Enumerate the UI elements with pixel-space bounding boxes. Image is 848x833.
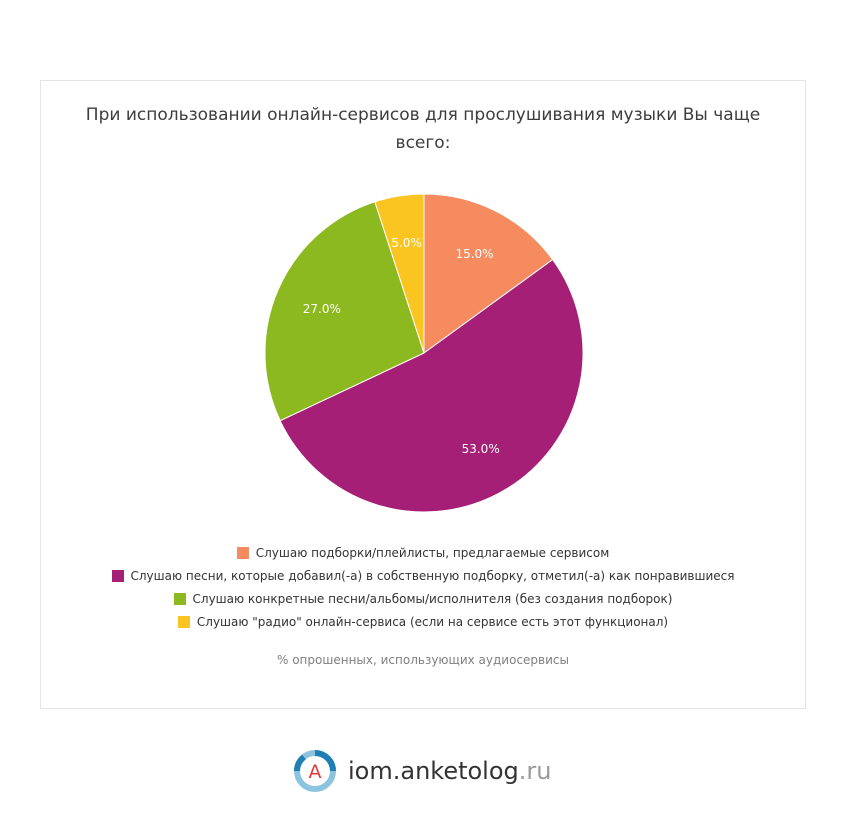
legend-swatch (178, 616, 190, 628)
chart-card (40, 80, 806, 709)
legend-swatch (174, 593, 186, 605)
brand-footer[interactable] (292, 748, 551, 794)
legend-swatch (237, 547, 249, 559)
logo-letter: А (308, 761, 322, 783)
slice-label: 27.0% (302, 301, 341, 316)
legend-label: Слушаю конкретные песни/альбомы/исполнителя (без создания подборок) (192, 591, 673, 606)
legend-label: Слушаю "радио" онлайн-сервиса (если на сервисе есть этот функционал) (196, 614, 669, 629)
chart-title: При использовании онлайн-сервисов для прослушивания музыки Вы чаще всего: (85, 105, 761, 153)
legend-item[interactable] (41, 587, 805, 610)
chart-legend (41, 541, 805, 633)
slice-label: 5.0% (391, 236, 422, 251)
legend-item[interactable] (41, 541, 805, 564)
legend-swatch (112, 570, 124, 582)
legend-label: Слушаю песни, которые добавил(-а) в собственную подборку, отметил(-а) как понравившиеся (130, 568, 735, 583)
legend-item[interactable] (41, 564, 805, 587)
brand-name: iom.anketolog (348, 757, 519, 785)
slice-label: 15.0% (455, 246, 494, 261)
brand-tld: .ru (518, 757, 552, 785)
pie-chart (41, 81, 807, 541)
anketolog-logo-icon (292, 748, 338, 794)
legend-item[interactable] (41, 610, 805, 633)
legend-label: Слушаю подборки/плейлисты, предлагаемые сервисом (255, 545, 610, 560)
slice-label: 53.0% (461, 441, 500, 456)
chart-footnote: % опрошенных, использующих аудиосервисы (277, 653, 569, 667)
